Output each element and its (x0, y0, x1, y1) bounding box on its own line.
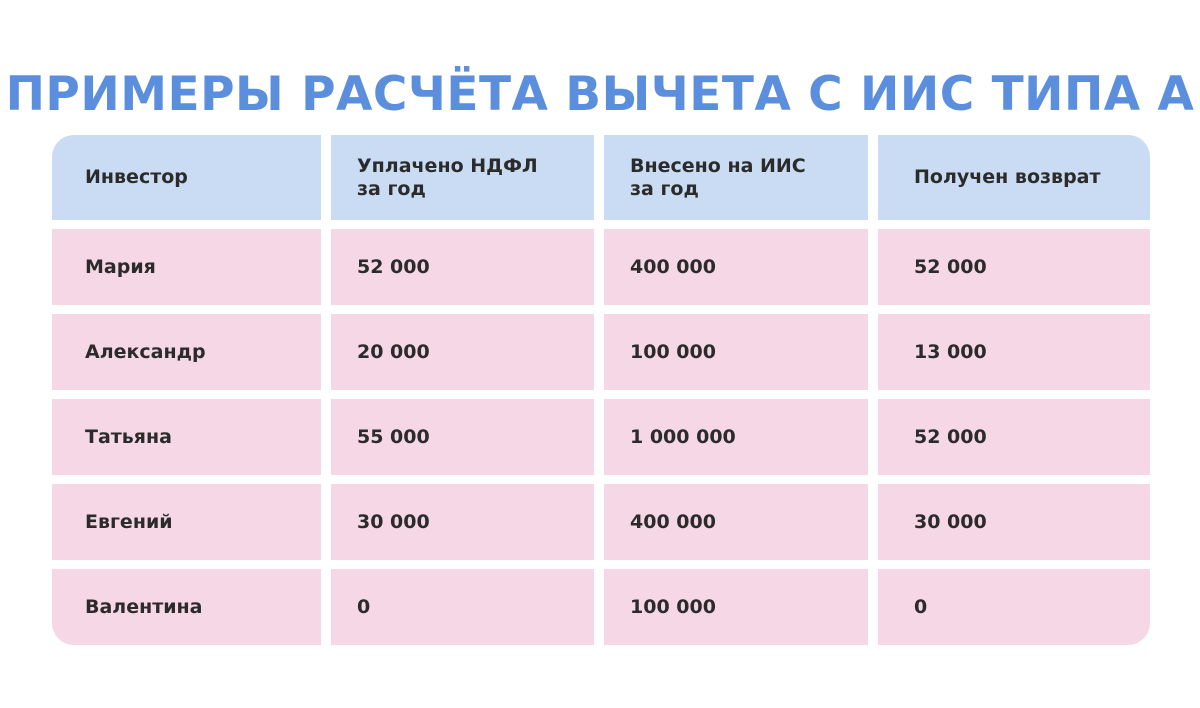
table-cell (604, 484, 868, 560)
header-deposited: Внесено на ИИС за год (630, 154, 806, 200)
investor-name: Евгений (85, 510, 173, 533)
header-investor: Инвестор (85, 166, 188, 188)
table-cell (52, 314, 321, 390)
table-cell (604, 314, 868, 390)
deposited-value: 100 000 (630, 340, 716, 363)
investor-name: Александр (85, 340, 206, 363)
table-cell (52, 229, 321, 305)
tax-paid-value: 30 000 (357, 510, 430, 533)
refund-value: 0 (914, 595, 928, 618)
deposited-value: 1 000 000 (630, 425, 736, 448)
page-title: ПРИМЕРЫ РАСЧЁТА ВЫЧЕТА С ИИС ТИПА А (5, 67, 1195, 123)
tax-paid-value: 0 (357, 595, 371, 618)
investor-name: Валентина (85, 595, 203, 618)
table-header-cell (878, 135, 1150, 220)
tax-paid-value: 20 000 (357, 340, 430, 363)
table-cell (331, 399, 594, 475)
header-refund: Получен возврат (914, 166, 1101, 188)
table-cell (52, 569, 321, 645)
table-cell (52, 399, 321, 475)
deposited-value: 400 000 (630, 510, 716, 533)
table-header-cell (52, 135, 321, 220)
table-cell (878, 314, 1150, 390)
table-cell (604, 569, 868, 645)
header-tax-paid: Уплачено НДФЛ за год (357, 154, 538, 200)
table-cell (52, 484, 321, 560)
deposited-value: 100 000 (630, 595, 716, 618)
refund-value: 30 000 (914, 510, 987, 533)
table-cell (604, 399, 868, 475)
refund-value: 13 000 (914, 340, 987, 363)
investor-name: Татьяна (85, 425, 172, 448)
table-cell (878, 229, 1150, 305)
table-cell (878, 484, 1150, 560)
tax-paid-value: 55 000 (357, 425, 430, 448)
table-cell (604, 229, 868, 305)
deduction-examples-table (52, 135, 1150, 645)
table-cell (878, 569, 1150, 645)
refund-value: 52 000 (914, 255, 987, 278)
table-header-cell (604, 135, 868, 220)
tax-paid-value: 52 000 (357, 255, 430, 278)
refund-value: 52 000 (914, 425, 987, 448)
deposited-value: 400 000 (630, 255, 716, 278)
table-cell (878, 399, 1150, 475)
table-header-cell (331, 135, 594, 220)
table-cell (331, 484, 594, 560)
table-cell (331, 569, 594, 645)
table-cell (331, 229, 594, 305)
investor-name: Мария (85, 255, 156, 278)
table-cell (331, 314, 594, 390)
